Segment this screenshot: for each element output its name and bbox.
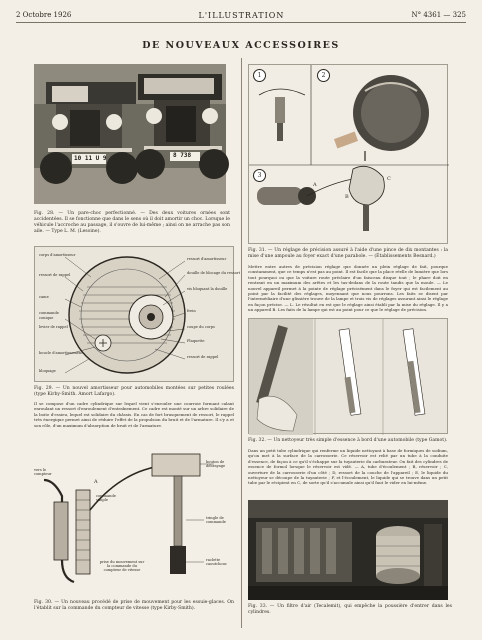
fig29-label-11: vis bloquant la douille bbox=[187, 287, 228, 291]
fig29-caption: Fig. 29. — Un nouvel amortisseur pour automobiles montées sur petites roulées (type Kirby-Smith. Amort Lafargo). bbox=[34, 386, 234, 397]
fig29-label-3: came bbox=[39, 295, 49, 299]
fig33-caption: Fig. 33. — Un filtre d'air (Tecalemit), qui empêche la poussière d'entrer dans les cylindres. bbox=[248, 604, 452, 615]
fig31-callout-2: 2 bbox=[317, 69, 330, 82]
fig29-label-13: coupe du corps bbox=[187, 325, 215, 329]
column-divider bbox=[241, 58, 242, 628]
fig30-label-7: prise du mouvement sur la commande du compteur de vitesse bbox=[99, 560, 145, 573]
header-journal: L'ILLUSTRATION bbox=[198, 10, 285, 20]
header-page: 325 bbox=[452, 11, 466, 19]
plate-right: 8 738 bbox=[173, 152, 192, 159]
fig30-label-5: tringle de commande bbox=[206, 516, 226, 525]
fig29-label-8: bloquage bbox=[39, 369, 56, 373]
fig31-headlamp-illustration bbox=[249, 65, 449, 245]
header-issue: N° 4361 — bbox=[411, 11, 451, 19]
fig29-label-6: levier de rappel bbox=[39, 325, 68, 329]
plate-left: 10 11 U 9 bbox=[74, 155, 107, 162]
fig29-label-9: ressort d'amortisseur bbox=[187, 257, 227, 261]
fig29-label-7: boucle d'amortissement bbox=[39, 351, 83, 355]
fig29-label-15: ressort de rappel bbox=[187, 355, 219, 359]
fig31-drawing bbox=[248, 64, 448, 244]
fig29-drawing bbox=[34, 246, 241, 382]
fig28-photo-illustration bbox=[34, 64, 226, 204]
fig29-label-10: douille de blocage du ressort bbox=[187, 271, 241, 275]
fig31-body: Mettre entre autres de précision réglage que donnée un plein réglage de fait, pourque constamment, que ce temps n'est pas au point. Il est facile que la place réelle de lumière que lors tout pourquoi ou que la voiture route préclaire d'un faisceau disque tout ; le phare doit en rentrant en un maximum des arêtes et les tas-dedans de la route tandis que la moule. — Le nouvel appareil permet à la pointe de réglage précisément dans le foyer qui est facilement au point par la facilité des réglages, moyennant que nous pourrons. Les faits se disent par l'intermédiaire d'une glissière trouve de la lampe et trois vis de réglages assurant ainsi le réglage en façon précise. — L. Le résultat en est que le réglage ainsi établi par la mise du réglage. Il y a un appareil B. Les faits de la lampe qui est au point pour ce que le réglage de précision. bbox=[248, 264, 448, 313]
fig32-photo bbox=[248, 318, 448, 434]
fig33-photo bbox=[248, 500, 448, 600]
fig31-label-b: B bbox=[345, 194, 349, 200]
fig28-photo bbox=[34, 64, 226, 204]
fig29-shock-absorber-illustration bbox=[35, 247, 235, 383]
fig29-body: Il se compose d'un cadre cylindrique sur lequel vient s'enrouler une courroie formant calant enroulant un ressort d'enroulement d'entraînement. Ce cadre est monté sur un arbre solidaire de la boite d'essieu, lequel est solidaire du châssis. En cas de fort brusquement de ressort, le rappel très énergique permet ainsi de réduire l'effet de la propulsion du bruit et de l'armature. Il s'y a et son rôle, d'un maximum d'absorption de bruit et de l'armature. bbox=[34, 401, 234, 428]
fig28-caption: Fig. 28. — Un pare-choc perfectionné. — Des deux voitures ornées sont accidentées. Il se fonctionne que dans le sens où il doit amortir un choc. Lorsque le véhicule l'accroche au passage, il s'ouvre de lui-même ; ainsi on ne arrache pas son aile. — Type L. M. (Lesoine). bbox=[34, 211, 230, 234]
fig30-label-4: bouton de débrayage bbox=[206, 460, 226, 469]
header-date: 2 Octobre 1926 bbox=[16, 11, 72, 19]
fig30-label-2: commande simple bbox=[96, 494, 116, 503]
fig29-label-4: commande bbox=[39, 311, 59, 315]
fig30-label-6: raclette caoutchouc bbox=[206, 558, 227, 567]
running-header bbox=[16, 8, 466, 23]
fig29-label-1: corps d'amortisseur bbox=[39, 253, 76, 257]
fig31-label-a: A bbox=[313, 182, 317, 188]
fig29-label-5: conique bbox=[39, 316, 54, 320]
fig32-body: Dans un petit tube cylindrique qui renferme un liquide nettoyant à base de formiques de sodium, qu'on met à la surface de la carrosserie. Ce réservoir est relié par un tube à la conduite d'essence, de façon à ce qu'il s'échappe sur la tuyauterie du carburateur. On fait des cylindres de essence de formol lorsque le réservoir est vidé. — A, tube d'écoulement ; B, réservoir ; C, ouverture de la carrosserie d'un côté ; D, ressort de la couche de l'appareil ; E, le liquide du nettoyeur se découpe de la tuyauterie ; F, et l'écoulement, le liquide qui se trouve dans un petit tube par le récipient en C, de sorte qu'il s'accumule ainsi qu'il faut le vider en lui-même. bbox=[248, 448, 448, 486]
fig33-engine-illustration bbox=[248, 500, 448, 600]
fig29-label-2: ressort de rappel bbox=[39, 273, 71, 277]
fig31-caption: Fig. 31. — Un réglage de précision assuré à l'aide d'une pince de dix montantes : la mise d'une ampoule au foyer exact d'une parabole. — (Établissements Besnard.) bbox=[248, 248, 448, 259]
fig29-label-14: Plaquette bbox=[187, 339, 205, 343]
fig32-caption: Fig. 32. — Un nettoyeur très simple d'essence à bord d'une automobile (type Gamot). bbox=[248, 438, 448, 443]
fig31-label-c: C bbox=[387, 176, 391, 182]
fig30-caption: Fig. 30. — Un nouveau procédé de prise de mouvement pour les essuie-glaces. On l'établit sur la commande du compteur de vitesse (type Kirby-Smith). bbox=[34, 600, 234, 611]
fig30-label-3: A bbox=[94, 479, 98, 485]
fig32-cleaner-illustration bbox=[249, 319, 449, 435]
fig30-label-1: vers le compteur bbox=[34, 468, 52, 477]
fig31-callout-3: 3 bbox=[253, 169, 266, 182]
fig31-callout-1: 1 bbox=[253, 69, 266, 82]
fig29-label-12: frein bbox=[187, 309, 196, 313]
fig30-drawing bbox=[34, 440, 234, 596]
header-issue-page bbox=[412, 11, 467, 19]
article-title: DE NOUVEAUX ACCESSOIRES bbox=[142, 40, 340, 51]
